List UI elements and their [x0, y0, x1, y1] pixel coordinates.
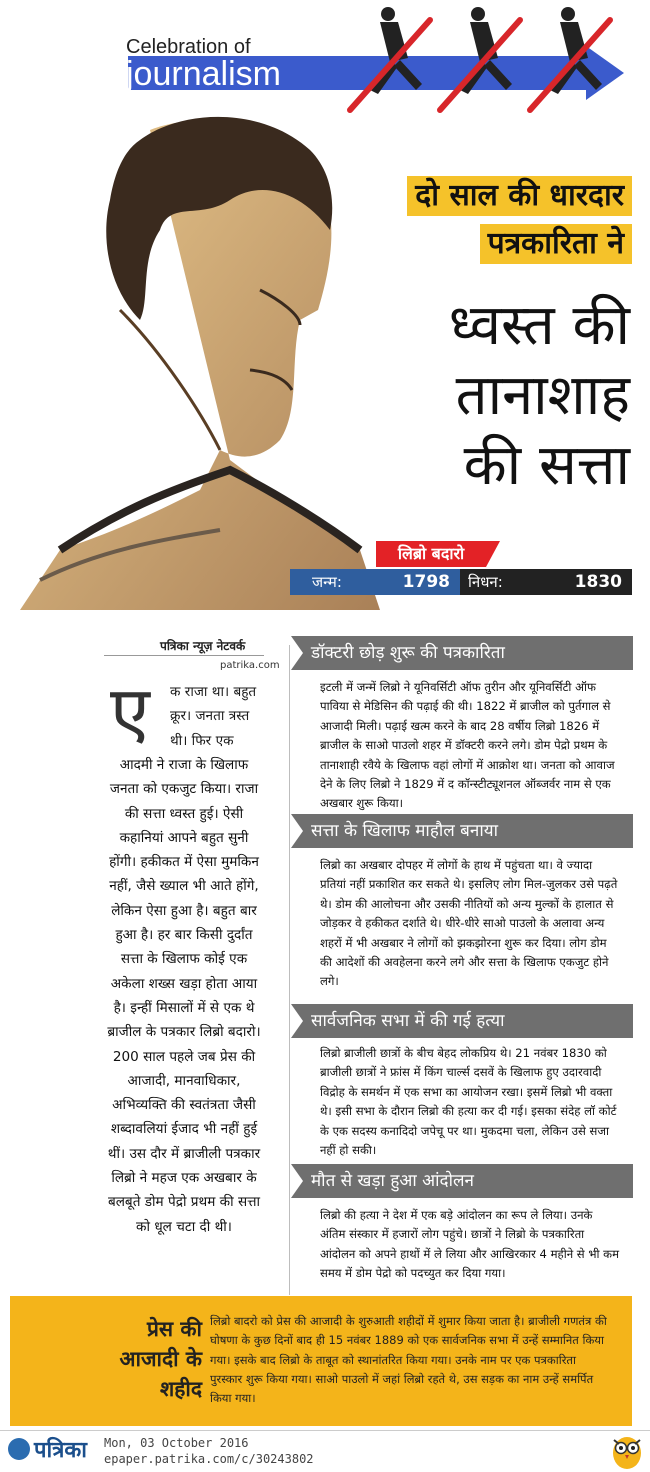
section-3-body: लिब्रो ब्राजीली छात्रों के बीच बेहद लोकप्रिय थे। 21 नवंबर 1830 को ब्राजीली छात्रों ने फ्रांस में किंग चार्ल्स दसवें के खिलाफ हुए उदारवादी विद्रोह के समर्थन में एक सभा का आयोजन रखा। इसमें लिब्रो भी वक्ता थे। इसी सभा के दौरान लिब्रो की हत्या कर दी गई। इसका संदेह लॉ कोर्ट के एक सदस्य कनादिदो जपेचू पर था। मुकदमा चला, लेकिन उसे सजा नहीं हो सकी। — [320, 1046, 617, 1158]
header-celebration: Celebration of — [126, 36, 251, 58]
headline-big-1: ध्वस्त की — [448, 293, 630, 358]
section-2-heading: सत्ता के खिलाफ माहौल बनाया — [291, 814, 633, 848]
headline-line-2: पत्रकारिता ने — [480, 224, 632, 264]
header-journalism: journalism — [126, 55, 281, 93]
birth-year: 1798 — [402, 572, 450, 592]
section-1-notch — [291, 636, 303, 670]
martyr-body: लिब्रो बादरो को प्रेस की आजादी के शुरुआती शहीदों में शुमार किया जाता है। ब्राजीली गणतंत्र की घोषणा के कुछ दिनों बाद ही 15 नवंबर 1889 को एक सार्वजनिक सभा में उन्हें सम्मानित किया गया। इसके बाद लिब्रो के ताबूत को स्थानांतरित किया गया। उनके नाम पर एक पत्रकारिता पुरस्कार शुरू किया गया। साओ पाउलो में जहां लिब्रो रहते थे, उस सड़क का नाम उन्हें समर्पित किया गया। — [210, 1314, 607, 1406]
headline-big-2: तानाशाह — [455, 363, 630, 428]
footer-url[interactable]: epaper.patrika.com/c/30243802 — [104, 1452, 314, 1466]
running-pen-men-illustration — [330, 0, 630, 120]
lead-first-lines: क राजा था। बहुत क्रूर। जनता त्रस्त थी। फिर एक — [170, 684, 257, 749]
byline-site: patrika.com — [220, 660, 280, 671]
birth-bar — [290, 569, 460, 595]
section-3-heading: सार्वजनिक सभा में की गई हत्या — [291, 1004, 633, 1038]
section-2-body: लिब्रो का अखबार दोपहर में लोगों के हाथ में पहुंचता था। वे ज्यादा प्रतियां नहीं प्रकाशित कर सकते थे। इसलिए लोग मिल-जुलकर उसे पढ़ते थे। डोम की आलोचना और उसकी नीतियों को अन्य मुल्कों के हालात से जोड़कर वे हकीकत दर्शाते थे। धीरे-धीरे साओ पाउलो के अलावा अन्य शहरों में भी अखबार ने लोगों को झकझोरना शुरू कर दिया। लोग डोम की आदेशों की अवहेलना करने लगे और सत्ता के खिलाफ एकजुट होने लगे। — [320, 858, 618, 989]
name-tag-tail — [486, 541, 500, 567]
martyr-title: प्रेस की आजादी के शहीद — [119, 1317, 202, 1401]
section-1-body: इटली में जन्में लिब्रो ने यूनिवर्सिटी ऑफ तुरीन और यूनिवर्सिटी ऑफ पाविया से मेडिसिन की पढ़ाई की थी। 1822 में ब्राजील को पुर्तगाल से आजादी मिली। पढ़ाई खत्म करने के बाद 28 वर्षीय लिब्रो 1826 में ब्राजील के साओ पाउलो शहर में डॉक्टरी करने लगे। डोम पेद्रो प्रथम के तानाशाही रवैये के खिलाफ वहां लोगों में आक्रोश था। जनता को आवाज देने के लिए लिब्रो ने 1829 में द कॉन्स्टीट्यूशनल ऑब्जर्वर नाम से एक अखबार शुरू किया। — [320, 680, 615, 811]
death-year: 1830 — [574, 572, 622, 592]
librero-badaro-portrait — [0, 110, 390, 610]
section-4-body: लिब्रो की हत्या ने देश में एक बड़े आंदोलन का रूप ले लिया। उनके अंतिम संस्कार में हजारों लोग पहुंचे। छात्रों ने लिब्रो के पत्रकारिता आंदोलन को अपने हाथों में ले लिया और आखिरकार 4 महीने से भी कम समय में डोम पेद्रो को पदच्युत कर दिया गया। — [320, 1208, 620, 1281]
lead-dropcap: ए — [110, 670, 150, 754]
death-bar — [460, 569, 632, 595]
headline-big-3: की सत्ता — [463, 433, 630, 498]
byline-author: पत्रिका न्यूज़ नेटवर्क — [160, 639, 246, 653]
section-4-notch — [291, 1164, 303, 1198]
section-3-notch — [291, 1004, 303, 1038]
byline-rule — [104, 655, 264, 656]
patrika-logo-text: पत्रिका — [34, 1438, 87, 1463]
person-name-tag: लिब्रो बदारो — [376, 541, 486, 567]
footer-divider — [0, 1430, 650, 1431]
footer-date: Mon, 03 October 2016 — [104, 1436, 249, 1450]
section-2-notch — [291, 814, 303, 848]
headline-line-1: दो साल की धारदार — [407, 176, 632, 216]
lead-body: आदमी ने राजा के खिलाफ जनता को एकजुट किया। राजा की सत्ता ध्वस्त हुई। ऐसी कहानियां आपने बहुत सुनी होंगी। हकीकत में ऐसा मुमकिन नहीं, जैसे ख्याल भी आते होंगे, लेकिन ऐसा हुआ है। बहुत बार हुआ है। हर बार किसी दुर्दांत सत्ता के खिलाफ कोई एक अकेला शख्स खड़ा होता आया है। इन्हीं मिसालों में से एक थे ब्राजील के पत्रकार लिब्रो बदारो। 200 साल पहले जब प्रेस की आजादी, मानवाधिकार, अभिव्यक्ति की स्वतंत्रता जैसी शब्दावलियां ईजाद भी नहीं हुई थीं। उस दौर में ब्राजीली पत्रकार लिब्रो ने महज एक अखबार के बलबूते डोम पेद्रो प्रथम की सत्ता को धूल चटा दी थी। — [107, 757, 261, 1235]
birth-label: जन्म: — [312, 573, 342, 591]
section-4-heading: मौत से खड़ा हुआ आंदोलन — [291, 1164, 633, 1198]
patrika-logo-icon — [8, 1438, 30, 1460]
death-label: निधन: — [468, 573, 503, 591]
owl-icon — [610, 1432, 644, 1470]
section-1-heading: डॉक्टरी छोड़ शुरू की पत्रकारिता — [291, 636, 633, 670]
column-divider — [289, 645, 290, 1295]
